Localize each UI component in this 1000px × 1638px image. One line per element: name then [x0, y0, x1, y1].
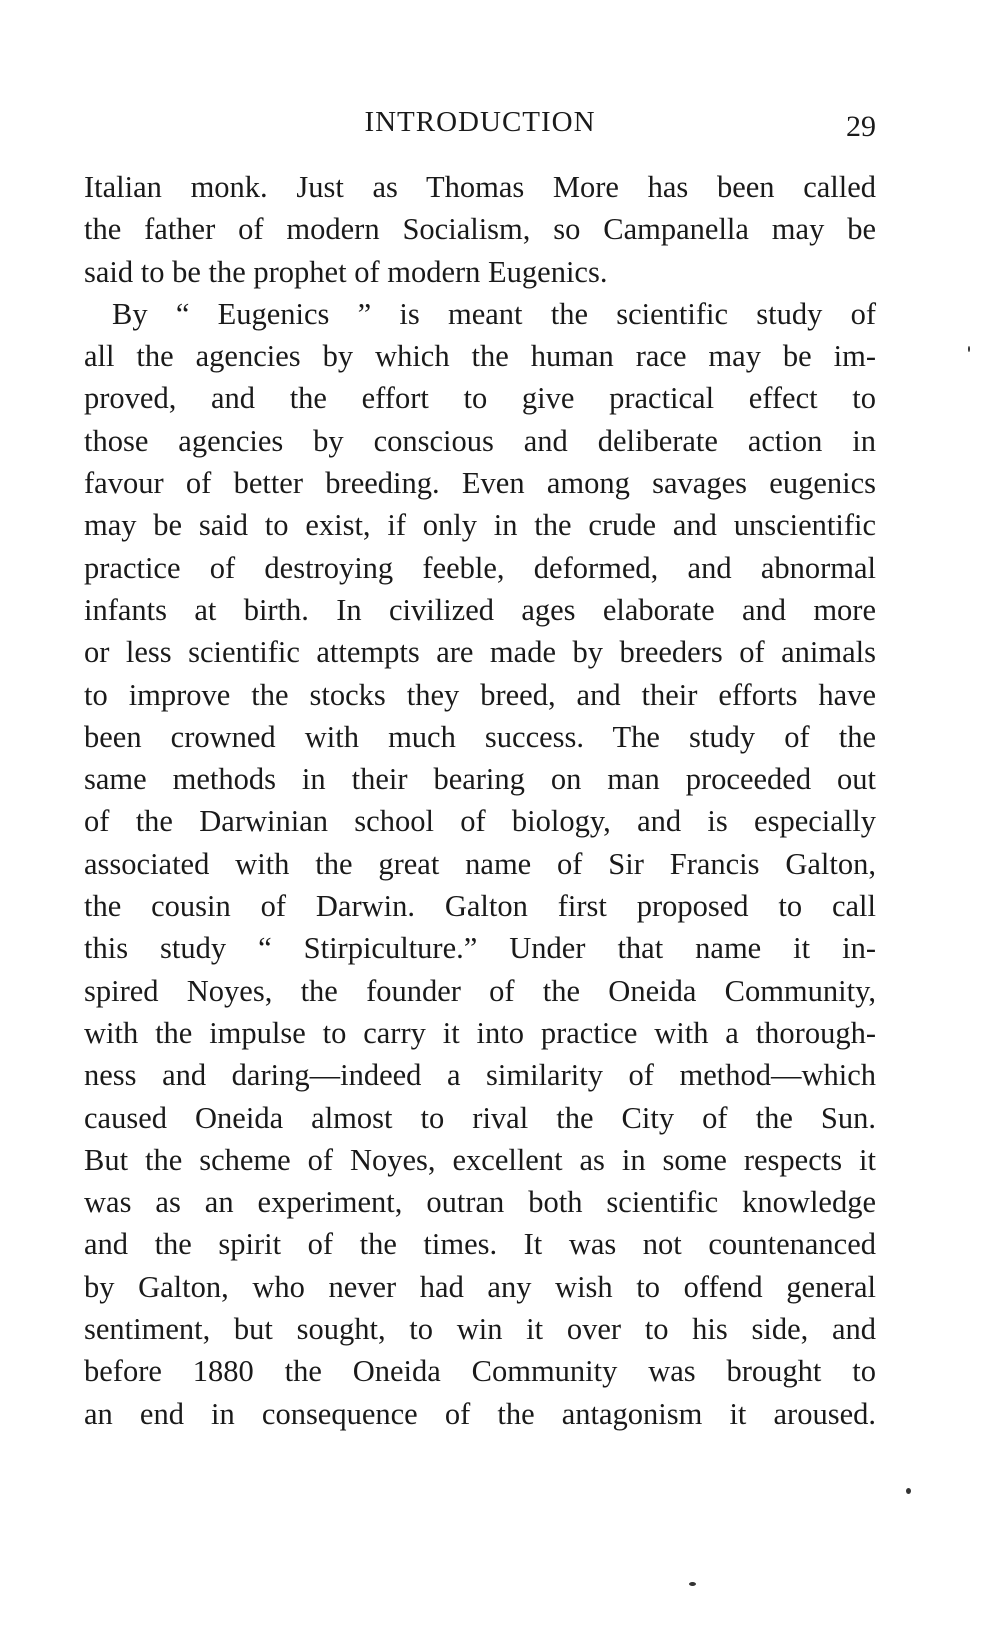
text-line: practice of destroying feeble, deformed, and abnormal — [84, 550, 876, 585]
text-line: But the scheme of Noyes, excellent as in some respects it — [84, 1142, 876, 1177]
text-line: and the spirit of the times. It was not countenanced — [84, 1227, 876, 1262]
text-line: to improve the stocks they breed, and their efforts have — [84, 677, 876, 712]
text-line: the cousin of Darwin. Galton first proposed to call — [84, 889, 876, 924]
text-line: same methods in their bearing on man proceeded out — [84, 762, 876, 797]
text-line: the father of modern Socialism, so Campanella may be — [84, 212, 876, 247]
text-line: favour of better breeding. Even among savages eugenics — [84, 466, 876, 501]
text-line: all the agencies by which the human race may be im- — [84, 339, 876, 374]
text-line: with the impulse to carry it into practice with a thorough- — [84, 1015, 876, 1050]
text-line: of the Darwinian school of biology, and is especially — [84, 804, 876, 839]
text-line: Italian monk. Just as Thomas More has been called — [84, 170, 876, 204]
text-line: an end in consequence of the antagonism it aroused. — [84, 1396, 876, 1431]
text-line: been crowned with much success. The study of the — [84, 719, 876, 754]
body-text — [84, 166, 876, 1435]
scan-speck — [968, 346, 970, 352]
text-line: by Galton, who never had any wish to offend general — [84, 1269, 876, 1304]
text-line: spired Noyes, the founder of the Oneida Community, — [84, 973, 876, 1008]
running-title: INTRODUCTION — [364, 106, 596, 138]
text-line: associated with the great name of Sir Francis Galton, — [84, 846, 876, 881]
text-line: caused Oneida almost to rival the City of the Sun. — [84, 1100, 876, 1135]
text-line: said to be the prophet of modern Eugenics. — [84, 254, 608, 289]
scan-speck — [689, 1582, 696, 1586]
text-line: this study “ Stirpiculture.” Under that name it in- — [84, 931, 876, 966]
text-line: By “ Eugenics ” is meant the scientific study of — [112, 296, 876, 331]
text-line: those agencies by conscious and deliberate action in — [84, 423, 876, 458]
text-line: was as an experiment, outran both scientific knowledge — [84, 1185, 876, 1220]
text-line: before 1880 the Oneida Community was brought to — [84, 1354, 876, 1389]
scan-speck — [906, 1488, 911, 1494]
text-line: ness and daring—indeed a similarity of method—which — [84, 1058, 876, 1093]
text-line: proved, and the effort to give practical effect to — [84, 381, 876, 416]
text-line: infants at birth. In civilized ages elaborate and more — [84, 592, 876, 627]
running-header — [84, 104, 876, 148]
page-number: 29 — [846, 110, 876, 143]
text-line: or less scientific attempts are made by breeders of animals — [84, 635, 876, 670]
text-line: may be said to exist, if only in the crude and unscientific — [84, 508, 876, 543]
text-line: sentiment, but sought, to win it over to his side, and — [84, 1312, 876, 1347]
